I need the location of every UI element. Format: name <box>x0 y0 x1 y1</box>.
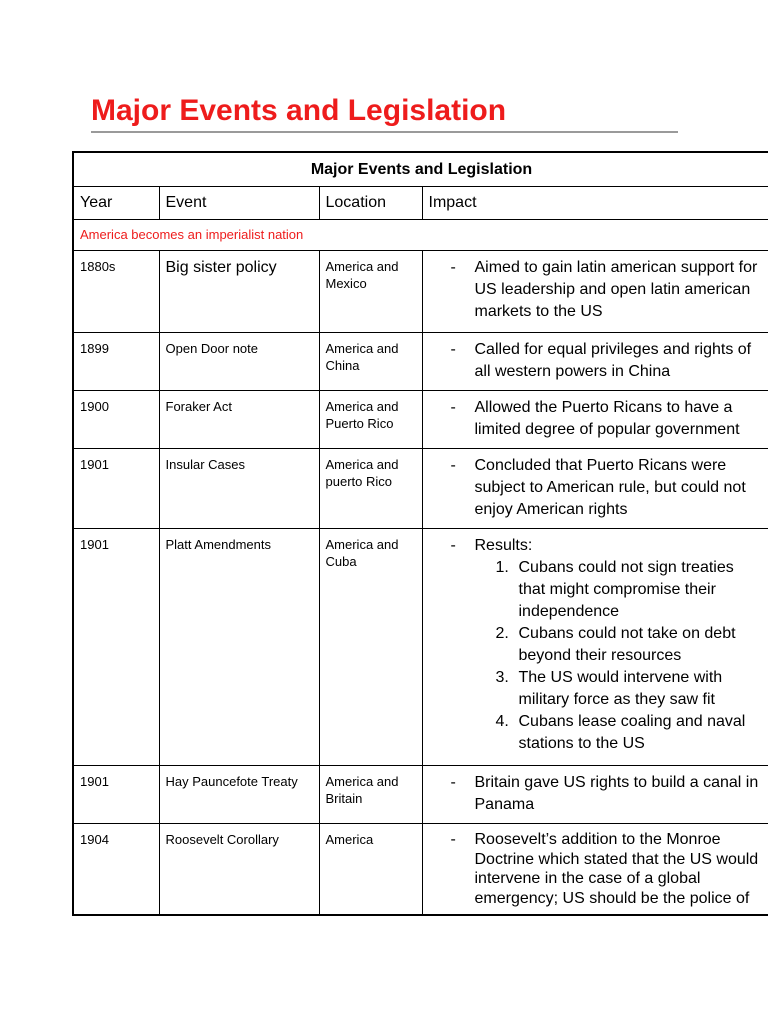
impact-cell <box>422 251 768 333</box>
event-cell: Platt Amendments <box>159 529 319 766</box>
table-header-row <box>73 187 768 220</box>
dash-bullet: - <box>450 457 456 474</box>
impact-cell <box>422 391 768 449</box>
location-cell: America and Cuba <box>319 529 422 766</box>
dash-bullet: - <box>450 774 456 791</box>
list-text: Cubans could not sign treaties that might compromise their independence <box>518 559 734 620</box>
list-text: The US would intervene with military force as they saw fit <box>518 669 723 708</box>
location-cell: America and Puerto Rico <box>319 391 422 449</box>
table-caption-row <box>73 152 768 187</box>
dash-bullet: - <box>450 341 456 358</box>
event-cell: Open Door note <box>159 333 319 391</box>
header-impact: Impact <box>422 187 768 220</box>
results-list <box>451 557 760 755</box>
location-cell: America <box>319 824 422 916</box>
impact-text: Roosevelt’s addition to the Monroe Doctrine which stated that the US would intervene in the case of a global emergency; US should be the police of <box>474 831 759 907</box>
dash-bullet: - <box>450 831 456 848</box>
table-row <box>73 391 768 449</box>
list-text: Cubans could not take on debt beyond their resources <box>518 625 736 664</box>
events-table <box>72 151 768 916</box>
year-cell: 1900 <box>73 391 159 449</box>
dash-bullet: - <box>450 259 456 276</box>
header-location: Location <box>319 187 422 220</box>
location-cell: America and China <box>319 333 422 391</box>
list-number: 3. <box>495 669 509 686</box>
event-cell: Foraker Act <box>159 391 319 449</box>
impact-text: Called for equal privileges and rights of all western powers in China <box>474 341 752 380</box>
location-cell: America and Britain <box>319 766 422 824</box>
impact-cell <box>422 529 768 766</box>
impact-text: Britain gave US rights to build a canal in Panama <box>474 774 759 813</box>
impact-text: Concluded that Puerto Ricans were subject to American rule, but could not enjoy American rights <box>474 457 746 518</box>
impact-cell <box>422 449 768 529</box>
list-item <box>496 557 760 623</box>
year-cell: 1901 <box>73 529 159 766</box>
event-cell: Insular Cases <box>159 449 319 529</box>
year-cell: 1904 <box>73 824 159 916</box>
list-number: 2. <box>495 625 509 642</box>
dash-bullet: - <box>450 399 456 416</box>
location-cell: America and Mexico <box>319 251 422 333</box>
section-row <box>73 220 768 251</box>
impact-text: Results: <box>474 537 533 554</box>
list-item <box>496 667 760 711</box>
table-row <box>73 333 768 391</box>
list-text: Cubans lease coaling and naval stations to the US <box>518 713 746 752</box>
event-cell: Big sister policy <box>159 251 319 333</box>
section-label: America becomes an imperialist nation <box>73 220 768 251</box>
impact-cell <box>422 766 768 824</box>
impact-text: Aimed to gain latin american support for US leadership and open latin american markets to the US <box>474 259 758 320</box>
event-cell: Hay Pauncefote Treaty <box>159 766 319 824</box>
table-row <box>73 824 768 916</box>
table-row <box>73 766 768 824</box>
header-event: Event <box>159 187 319 220</box>
table-caption: Major Events and Legislation <box>73 152 768 187</box>
header-year: Year <box>73 187 159 220</box>
title-underline <box>91 131 678 133</box>
year-cell: 1901 <box>73 449 159 529</box>
page-title: Major Events and Legislation <box>91 94 507 127</box>
list-number: 4. <box>495 713 509 730</box>
table-row <box>73 449 768 529</box>
year-cell: 1880s <box>73 251 159 333</box>
dash-bullet: - <box>450 537 456 554</box>
event-cell: Roosevelt Corollary <box>159 824 319 916</box>
list-item <box>496 623 760 667</box>
impact-cell <box>422 333 768 391</box>
year-cell: 1901 <box>73 766 159 824</box>
list-item <box>496 711 760 755</box>
impact-cell <box>422 824 768 916</box>
list-number: 1. <box>495 559 509 576</box>
impact-text: Allowed the Puerto Ricans to have a limited degree of popular government <box>474 399 740 438</box>
location-cell: America and puerto Rico <box>319 449 422 529</box>
year-cell: 1899 <box>73 333 159 391</box>
table-row <box>73 251 768 333</box>
table-row <box>73 529 768 766</box>
